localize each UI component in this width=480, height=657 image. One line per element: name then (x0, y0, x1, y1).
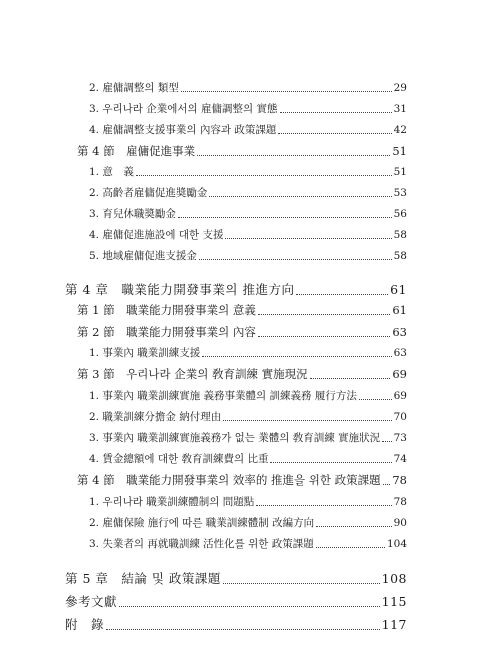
dot-leader (270, 462, 391, 463)
toc-entry (89, 122, 407, 137)
toc-section-heading (77, 472, 407, 488)
toc-entry (89, 409, 407, 424)
dot-leader (316, 526, 391, 527)
toc-entry-page: 51 (392, 144, 407, 158)
toc-entry-label: 1. 事業內 職業訓練實施 義務事業體의 訓練義務 履行方法 (89, 390, 357, 402)
toc-section-heading (77, 366, 407, 382)
dot-leader (382, 441, 392, 442)
toc-entry-page: 108 (381, 571, 407, 586)
toc-entry (89, 494, 407, 509)
toc-entry-label: 1. 意 義 (89, 166, 134, 178)
dot-leader (181, 91, 392, 92)
toc-entry (89, 536, 407, 551)
toc-entry-page: 58 (393, 250, 407, 262)
toc-section-heading (77, 324, 407, 340)
toc-entry-page: 61 (390, 282, 407, 297)
toc-entry-label: 第 3 節 우리나라 企業의 敎育訓練 實施現況 (77, 367, 308, 381)
toc-entry-page: 90 (393, 517, 407, 529)
toc-entry (89, 345, 407, 360)
toc-entry-page: 63 (392, 325, 407, 339)
toc-section-heading (77, 302, 407, 318)
toc-entry-page: 78 (392, 473, 407, 487)
dot-leader (178, 217, 392, 218)
toc-entry-label: 3. 失業者의 再就職訓練 活性化를 위한 政策課題 (89, 538, 314, 550)
toc-entry-page: 104 (386, 538, 407, 550)
toc-entry-label: 第 4 節 雇傭促進事業 (77, 144, 196, 158)
toc-entry-label: 第 1 節 職業能力開發事業의 意義 (77, 303, 256, 317)
dot-leader (209, 196, 391, 197)
toc-entry-label: 第 4 節 職業能力開發事業의 效率的 推進을 위한 政策課題 (77, 473, 381, 487)
toc-entry-label: 2. 雇傭調整의 類型 (89, 82, 179, 94)
toc-entry (89, 388, 407, 403)
toc-entry-label: 第 4 章 職業能力開發事業의 推進方向 (65, 282, 295, 297)
dot-leader (199, 259, 392, 260)
toc-entry (89, 430, 407, 445)
toc-entry-label: 附 錄 (65, 617, 105, 632)
toc-entry-label: 3. 育兒休職奬勵金 (89, 208, 176, 220)
toc-entry-page: 117 (381, 617, 407, 632)
dot-leader (280, 112, 392, 113)
toc-entry (89, 248, 407, 263)
toc-entry (89, 101, 407, 116)
toc-chapter-heading (65, 569, 407, 587)
toc-entry-label: 1. 우리나라 職業訓練體制의 問題點 (89, 496, 255, 508)
toc-entry-page: 42 (393, 124, 407, 136)
toc-entry-page: 58 (393, 229, 407, 241)
toc-entry-label: 3. 우리나라 企業에서의 雇傭調整의 實態 (89, 103, 278, 115)
dot-leader (316, 547, 385, 548)
dot-leader (119, 606, 380, 607)
toc-entry-page: 51 (393, 166, 407, 178)
toc-entry (89, 164, 407, 179)
dot-leader (310, 378, 391, 379)
dot-leader (223, 420, 391, 421)
toc-entry (89, 227, 407, 242)
toc-entry (89, 206, 407, 221)
toc-entry-page: 31 (393, 103, 407, 115)
dot-leader (225, 238, 391, 239)
dot-leader (296, 294, 388, 295)
toc-chapter-heading (65, 592, 407, 610)
toc-entry-page: 69 (393, 390, 407, 402)
dot-leader (383, 484, 391, 485)
toc-chapter-heading (65, 280, 407, 298)
toc-entry (89, 515, 407, 530)
toc-entry-page: 56 (393, 208, 407, 220)
toc-entry-page: 69 (392, 367, 407, 381)
toc-entry-page: 53 (393, 187, 407, 199)
toc-entry-label: 4. 雇傭調整支援事業의 內容과 政策課題 (89, 124, 277, 136)
toc-entry-label: 1. 事業內 職業訓練支援 (89, 347, 201, 359)
toc-entry-page: 73 (393, 432, 407, 444)
dot-leader (359, 399, 392, 400)
toc-entry-page: 63 (393, 347, 407, 359)
toc-entry-page: 115 (381, 594, 407, 609)
toc-entry-label: 第 2 節 職業能力開發事業의 內容 (77, 325, 256, 339)
toc-entry-page: 29 (393, 82, 407, 94)
toc-entry (89, 451, 407, 466)
dot-leader (223, 583, 380, 584)
dot-leader (106, 629, 380, 630)
dot-leader (197, 155, 390, 156)
toc-entry-page: 70 (393, 411, 407, 423)
toc-entry-label: 2. 高齡者雇傭促進奬勵金 (89, 187, 208, 199)
toc-entry-label: 4. 賃金總額에 대한 敎育訓練費의 比重 (89, 453, 269, 465)
toc-entry-label: 4. 雇傭促進施設에 대한 支援 (89, 229, 224, 241)
toc-entry (89, 185, 407, 200)
toc-entry-page: 78 (393, 496, 407, 508)
toc-entry-page: 61 (392, 303, 407, 317)
dot-leader (278, 133, 391, 134)
toc-entry (89, 80, 407, 95)
dot-leader (258, 336, 390, 337)
toc-entry-label: 參考文獻 (65, 594, 118, 609)
toc-entry-label: 5. 地域雇傭促進支援金 (89, 250, 197, 262)
toc-entry-label: 第 5 章 結論 및 政策課題 (65, 571, 221, 586)
dot-leader (136, 175, 392, 176)
dot-leader (258, 314, 390, 315)
dot-leader (256, 505, 391, 506)
toc-entry-label: 2. 職業訓練分擔金 納付理由 (89, 411, 222, 423)
toc-entry-label: 3. 事業內 職業訓練實施義務가 없는 業體의 敎育訓練 實施狀況 (89, 432, 381, 444)
toc-chapter-heading (65, 615, 407, 633)
toc-section-heading (77, 143, 407, 159)
dot-leader (202, 356, 391, 357)
toc-entry-label: 2. 雇傭保險 施行에 따른 職業訓練體制 改編方向 (89, 517, 315, 529)
toc-entry-page: 74 (393, 453, 407, 465)
